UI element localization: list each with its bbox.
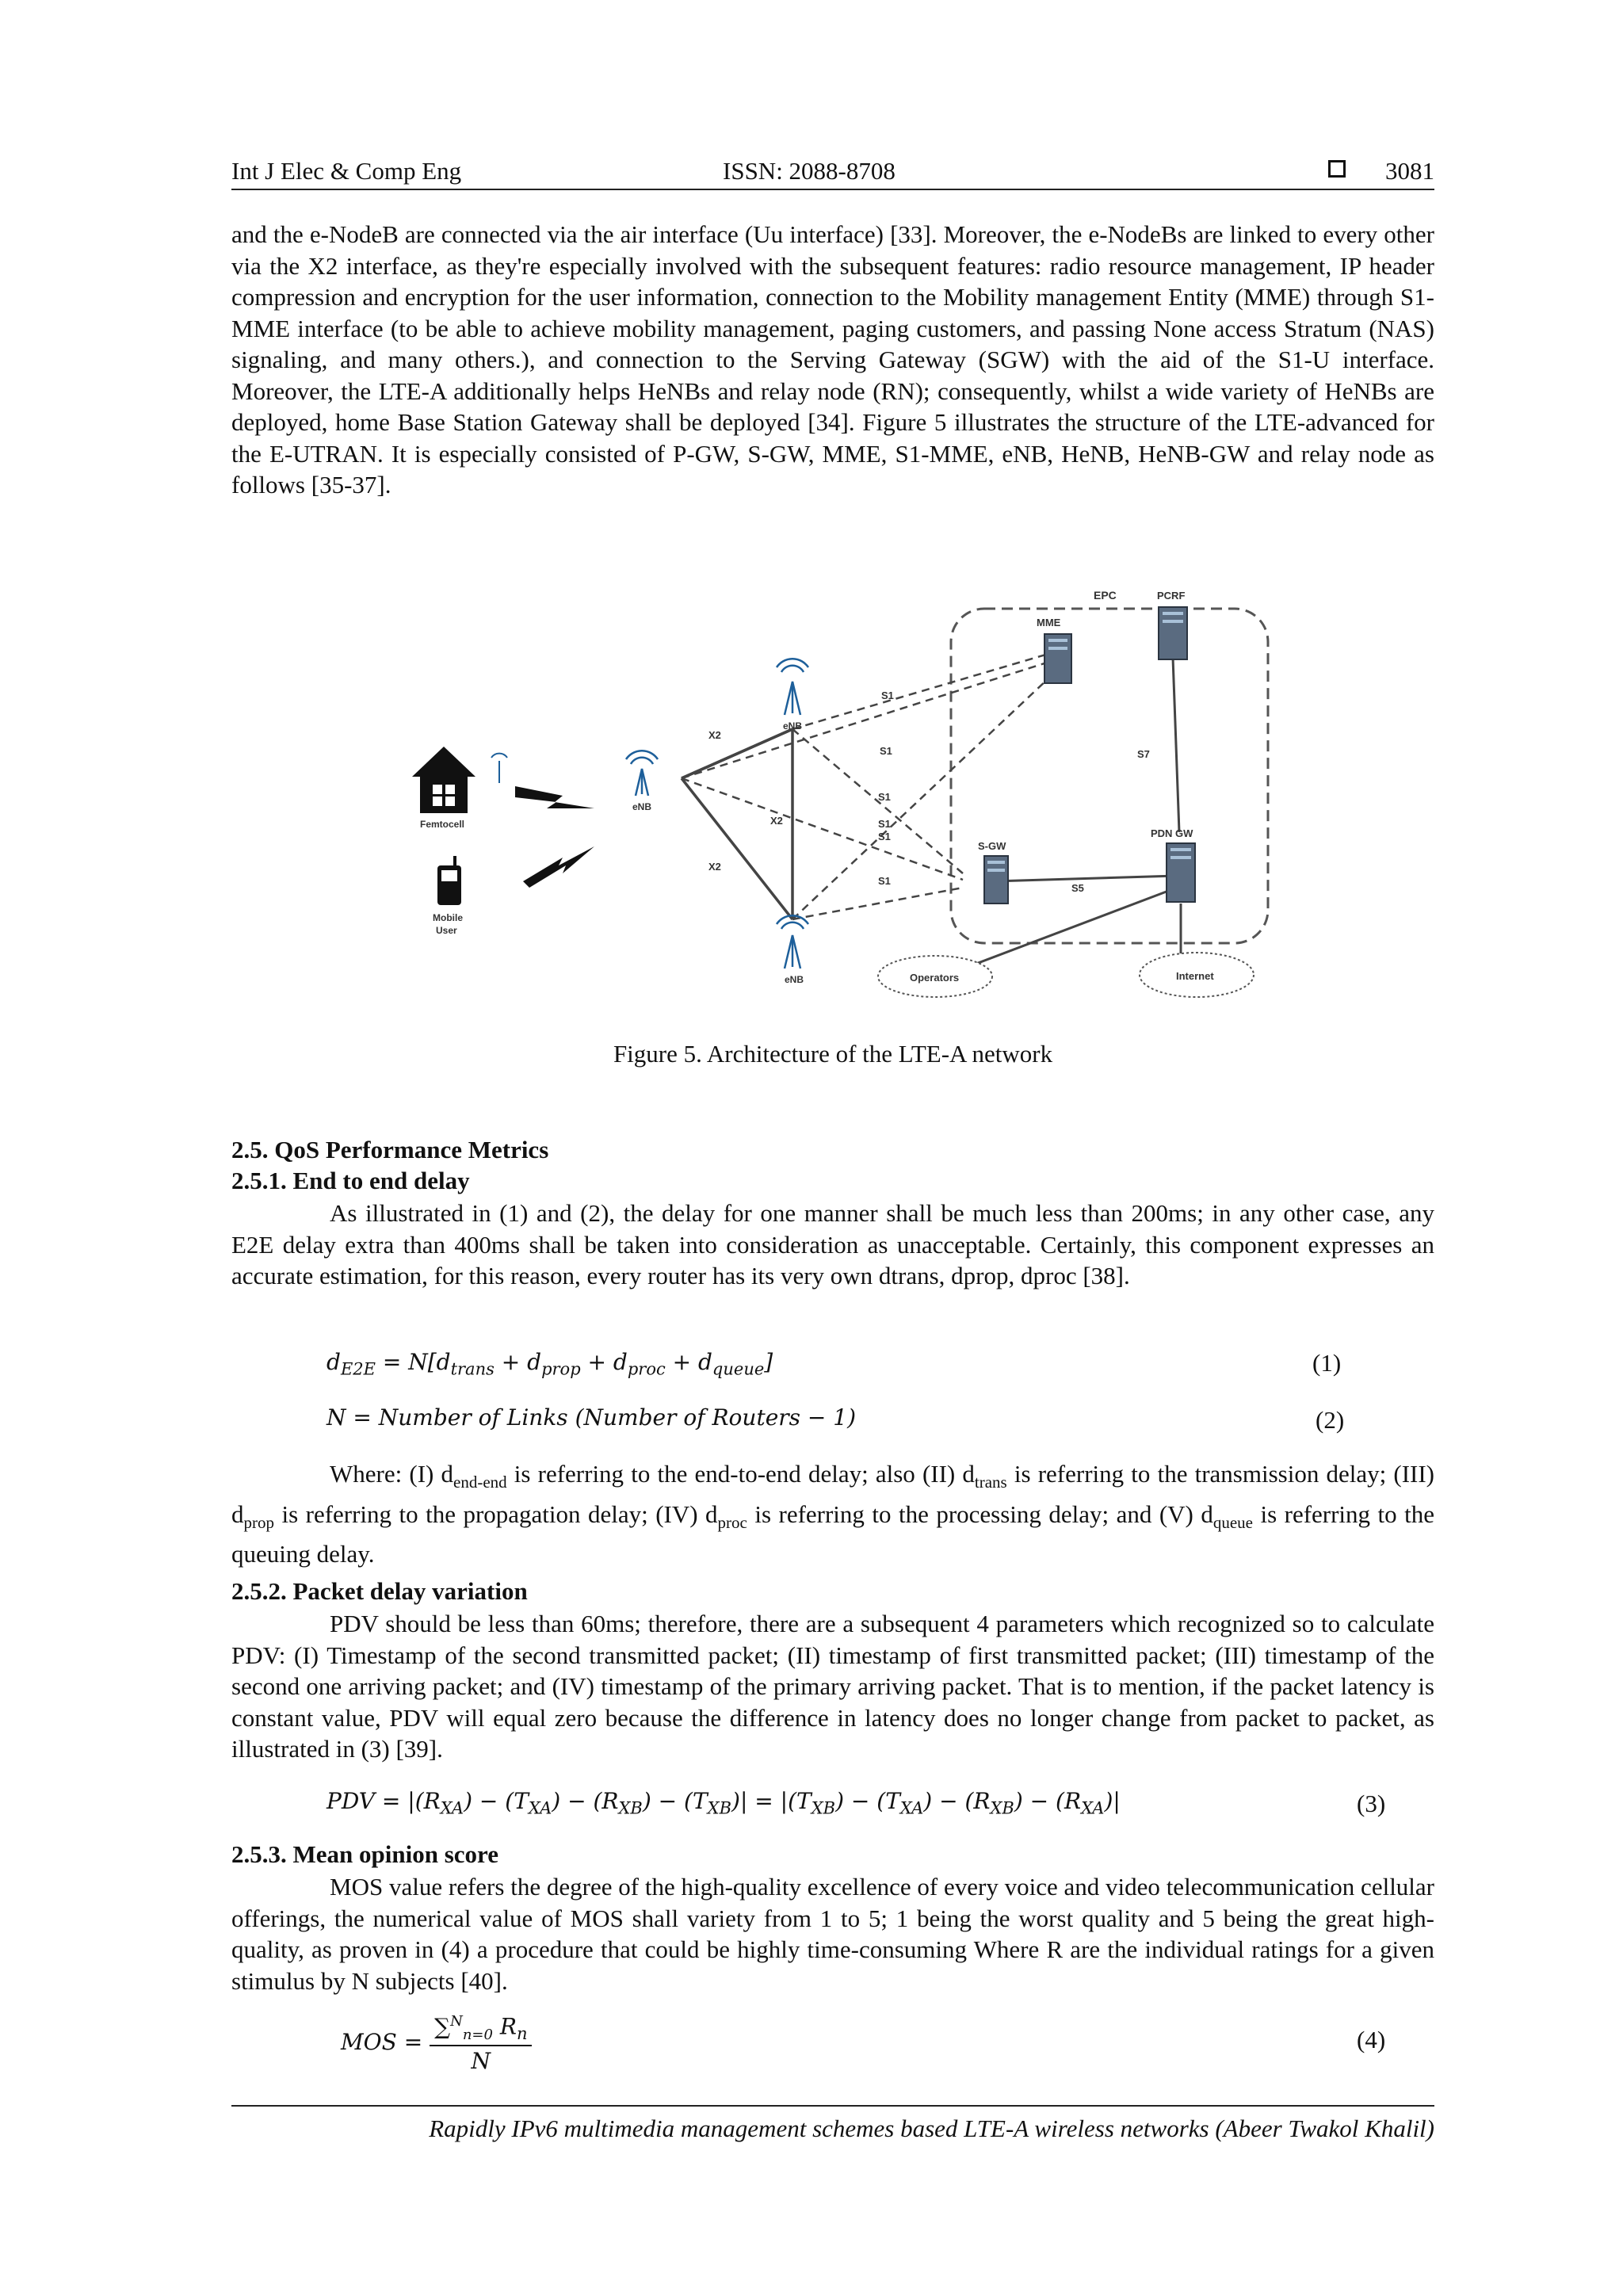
section-heading-2-5-1: 2.5.1. End to end delay: [231, 1167, 470, 1194]
page-header: [231, 152, 1434, 190]
equation-1-number: (1): [1312, 1349, 1342, 1377]
packet-delay-variation-text: PDV should be less than 60ms; therefore, there are a subsequent 4 parameters which recognized so to calculate PDV: (I) Timestamp of the second transmitted packet; (II) timestamp of first transmitted packet; (III) timestamp of the second one arriving packet; and (IV) timestamp of the primary arriving packet. That is to mention, if the packet latency is constant value, PDV will equal zero because the difference in latency does no longer change from packet to packet, as illustrated in (3) [39].: [231, 1610, 1434, 1763]
s1-label: S1: [878, 791, 891, 803]
s1-label: S1: [878, 831, 891, 842]
issn: ISSN: 2088-8708: [723, 157, 896, 185]
s1-label: S1: [881, 690, 894, 701]
page-number: 3081: [1385, 157, 1434, 185]
mobile-phone-icon: [437, 856, 461, 905]
section-heading-2-5-2: 2.5.2. Packet delay variation: [231, 1577, 528, 1605]
x2-label: X2: [708, 729, 721, 741]
pdngw-label: PDN GW: [1151, 827, 1193, 839]
enb-label: eNB: [785, 974, 804, 985]
enb-tower-icon: [777, 915, 808, 968]
where-paragraph: Where: (I) $d_{end-end}$ is referring to the end-to-end delay; also (II) $d_{trans}$ is referring to the transmission delay; (III) $d_{prop}$ is referring to the propagation delay; (IV) $d_{proc}$ is referring to the processing delay; and (V) $d_{queue}$ is referring to the queuing delay.: [231, 1460, 1435, 1568]
checkbox-square-icon: [1328, 160, 1346, 178]
x2-label: X2: [770, 815, 783, 827]
section-heading-2-5-3: 2.5.3. Mean opinion score: [231, 1840, 498, 1868]
enb-label: eNB: [783, 720, 803, 732]
femtocell-house-icon: [412, 747, 475, 813]
page-footer: Rapidly IPv6 multimedia management schemes based LTE-A wireless networks (Abeer Twakol Khalil): [231, 2105, 1434, 2143]
x2-label: X2: [708, 861, 721, 873]
s5-label: S5: [1071, 882, 1084, 894]
equation-3: PDV = $|(R_{XA}) - (T_{XA}) - (R_{XB}) - (T_{XB})| = |(T_{XB}) - (T_{XA}) - (R_{XB}) - (R_{XA})|$: [327, 1788, 1121, 1818]
equation-4-lhs: MOS =: [341, 2028, 423, 2055]
intro-text: and the e-NodeB are connected via the air interface (Uu interface) [33]. Moreover, the e-NodeBs are linked to every other via the X2 interface, as they're especially involved with the subsequent features: radio resource management, IP header compression and encryption for the user information, connection to the Mobility management Entity (MME) through S1-MME interface (to be able to achieve mobility management, paging customers, and passing None access Stratum (NAS) signaling, and many others.), and connection to the Serving Gateway (SGW) with the aid of the S1-U interface. Moreover, the LTE-A additionally helps HeNBs and relay node (RN); consequently, whilst a wide variety of HeNBs are deployed, home Base Station Gateway shall be deployed [34]. Figure 5 illustrates the structure of the LTE-advanced for the E-UTRAN. It is especially consisted of P-GW, S-GW, MME, S1-MME, eNB, HeNB, HeNB-GW and relay node as follows [35-37].: [231, 220, 1434, 499]
lte-a-architecture-diagram: [396, 571, 1284, 1014]
equation-2: N = Number of Links (Number of Routers − 1): [327, 1404, 857, 1431]
epc-label: EPC: [1094, 589, 1117, 602]
sgw-server-icon: [978, 840, 1008, 904]
equation-4-fraction: $\frac{\sum^N_{n=0} R_n}{N}$: [430, 2013, 532, 2074]
pdngw-server-icon: [1151, 827, 1195, 902]
epc-links: [951, 658, 1181, 975]
end-to-end-delay-text: As illustrated in (1) and (2), the delay for one manner shall be much less than 200ms; in any other case, any E2E delay extra than 400ms shall be taken into consideration as unacceptable. Certainly, this component expresses an accurate estimation, for this reason, every router has its very own dtrans, dprop, dproc [38].: [231, 1199, 1434, 1289]
s1-label: S1: [878, 875, 891, 887]
journal-name: Int J Elec & Comp Eng: [231, 157, 462, 185]
s1-label: S1: [878, 818, 891, 830]
enb-label: eNB: [632, 801, 652, 812]
pcrf-label: PCRF: [1157, 590, 1186, 602]
user-label: User: [436, 925, 457, 936]
intro-paragraph: [231, 219, 1434, 501]
operators-label: Operators: [910, 972, 960, 984]
equation-1: $d_{E2E} = N[d_{trans} + d_{prop} + d_{proc} + d_{queue}]$: [327, 1349, 773, 1379]
mean-opinion-score-text: MOS value refers the degree of the high-quality excellence of every voice and video telecommunication cellular offerings, the numerical value of MOS shall variety from 1 to 5; 1 being the worst quality and 5 being the great high-quality, as proven in (4) a procedure that could be highly time-consuming Where R are the individual ratings for a given stimulus by N subjects [40].: [231, 1873, 1434, 1995]
femtocell-label: Femtocell: [420, 819, 465, 830]
mme-server-icon: [1037, 617, 1071, 683]
enb-tower-icon: [777, 659, 808, 715]
section-heading-2-5: 2.5. QoS Performance Metrics: [231, 1136, 549, 1163]
femto-antenna-icon: [491, 754, 507, 783]
equation-4-number: (4): [1357, 2026, 1386, 2053]
internet-label: Internet: [1176, 970, 1214, 982]
pcrf-server-icon: [1157, 590, 1187, 659]
enb-tower-icon: [626, 751, 658, 796]
s1-label: S1: [880, 745, 892, 757]
sgw-label: S-GW: [978, 840, 1006, 852]
wireless-bolt-icon: [523, 846, 594, 888]
equation-2-number: (2): [1316, 1406, 1345, 1434]
figure-caption: Figure 5. Architecture of the LTE-A network: [613, 1040, 1053, 1068]
equation-3-number: (3): [1357, 1790, 1386, 1817]
mobile-label: Mobile: [433, 912, 463, 923]
wireless-bolt-icon: [515, 786, 594, 808]
s7-label: S7: [1137, 748, 1150, 760]
mme-label: MME: [1037, 617, 1061, 628]
equation-4: [341, 2013, 532, 2074]
